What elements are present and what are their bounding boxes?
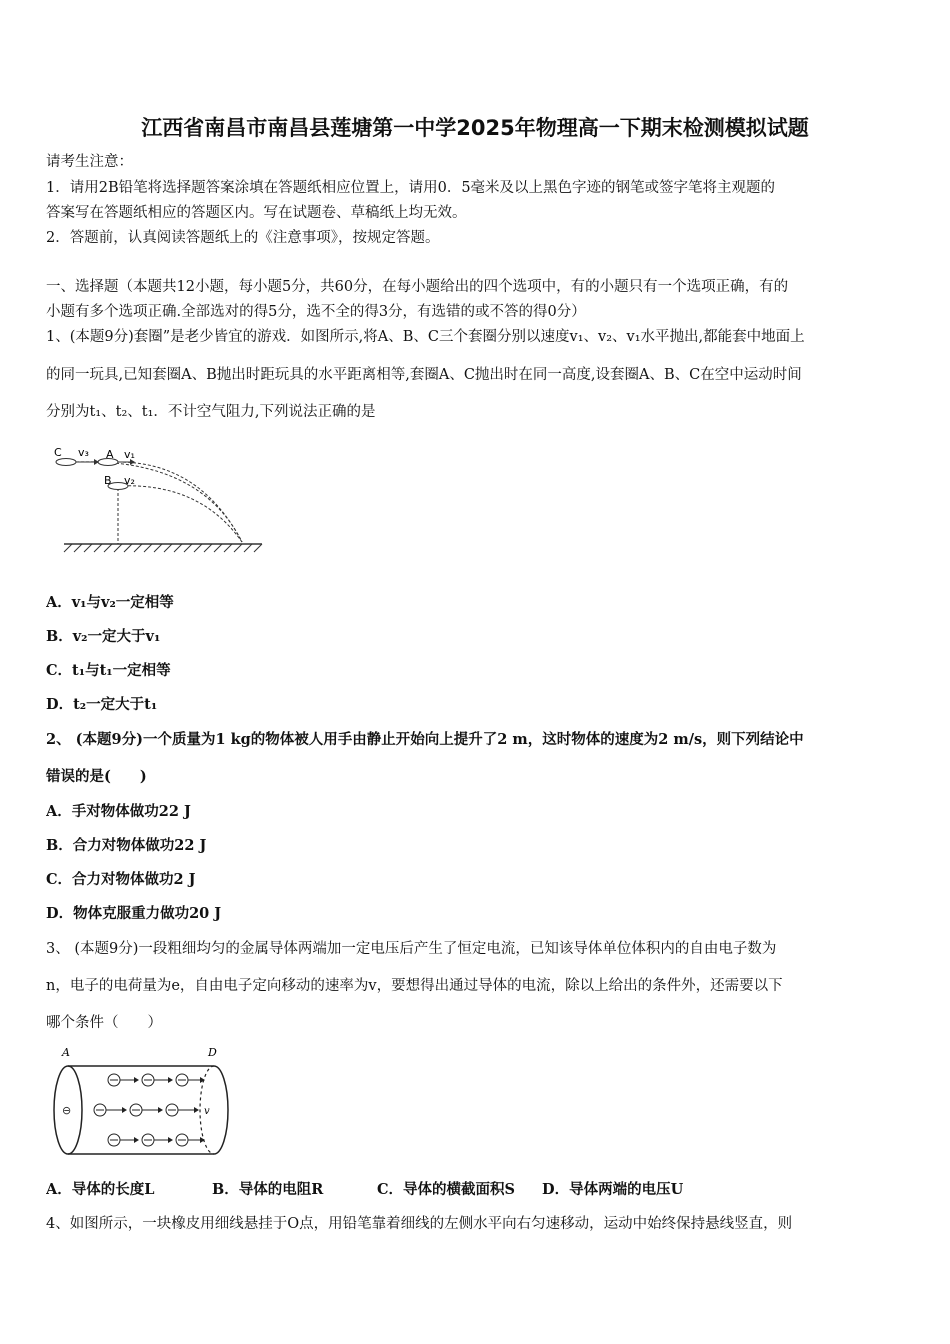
q2-option-a: A．手对物体做功22 J (46, 803, 191, 820)
electron-icon: ⊖ (62, 1104, 72, 1117)
label-a: A (62, 1046, 70, 1059)
label-v1: v₁ (124, 448, 135, 461)
label-v: v (204, 1106, 210, 1117)
label-v2: v₂ (124, 474, 135, 487)
q3-option-b: B．导体的电阻R (212, 1181, 324, 1198)
notice-heading: 请考生注意： (46, 154, 133, 170)
label-v3: v₃ (78, 446, 89, 459)
question-1-stem-2: 的同一玩具,已知套圈A、B抛出时距玩具的水平距离相等,套圈A、C抛出时在同一高度,设套圈A、B、C在空中运动时间 (46, 367, 802, 383)
q3-option-c: C．导体的横截面积S (377, 1181, 516, 1198)
q3-option-d: D．导体两端的电压U (542, 1181, 684, 1198)
notice-item-2: 2．答题前，认真阅读答题纸上的《注意事项》，按规定答题。 (46, 230, 440, 246)
q1-option-d: D．t₂一定大于t₁ (46, 696, 158, 713)
label-d: D (208, 1046, 217, 1059)
question-2-stem: 2、 (本题9分)一个质量为1 kg的物体被人用手由静止开始向上提升了2 m，这时物体的速度为2 m/s，则下列结论中 (46, 731, 804, 748)
q2-option-d: D．物体克服重力做功20 J (46, 905, 222, 922)
question-3-stem-3: 哪个条件（ ） (46, 1015, 162, 1031)
question-3-stem-2: n，电子的电荷量为e，自由电子定向移动的速率为v，要想得出通过导体的电流，除以上给出的条件外，还需要以下 (46, 978, 783, 994)
q1-option-c: C．t₁与t₁一定相等 (46, 662, 171, 679)
page-title: 江西省南昌市南昌县莲塘第一中学2025年物理高一下期末检测模拟试题 (141, 116, 809, 140)
question-2-stem-2: 错误的是( ) (46, 768, 147, 785)
notice-item-1: 1．请用2B铅笔将选择题答案涂填在答题纸相应位置上，请用0．5毫米及以上黑色字迹的钢笔或签字笔将主观题的 (46, 180, 776, 196)
q2-option-c: C．合力对物体做功2 J (46, 871, 196, 888)
label-b: B (104, 474, 112, 487)
question-1-figure (50, 440, 270, 555)
question-3-stem: 3、 (本题9分)一段粗细均匀的金属导体两端加一定电压后产生了恒定电流，已知该导体单位体积内的自由电子数为 (46, 941, 777, 957)
label-a: A (106, 448, 114, 461)
section-heading: 一、选择题（本题共12小题，每小题5分，共60分，在每小题给出的四个选项中，有的小题只有一个选项正确，有的 (46, 279, 789, 295)
q1-option-b: B．v₂一定大于v₁ (46, 628, 161, 645)
question-1-stem-3: 分别为t₁、t₂、t₁．不计空气阻力,下列说法正确的是 (46, 404, 376, 420)
label-c: C (54, 446, 62, 459)
question-3-figure (48, 1042, 238, 1160)
q1-option-a: A．v₁与v₂一定相等 (46, 594, 174, 611)
question-4-stem: 4、如图所示，一块橡皮用细线悬挂于O点，用铅笔靠着细线的左侧水平向右匀速移动，运动中始终保持悬线竖直，则 (46, 1216, 793, 1232)
notice-item-1-cont: 答案写在答题纸相应的答题区内。写在试题卷、草稿纸上均无效。 (46, 205, 467, 221)
question-1-stem: 1、(本题9分)套圈”是老少皆宜的游戏．如图所示,将A、B、C三个套圈分别以速度v₁、v₂、v₁水平抛出,都能套中地面上 (46, 329, 805, 345)
section-heading-cont: 小题有多个选项正确.全部选对的得5分，选不全的得3分，有选错的或不答的得0分） (46, 304, 586, 320)
q3-option-a: A．导体的长度L (46, 1181, 155, 1198)
q2-option-b: B．合力对物体做功22 J (46, 837, 207, 854)
